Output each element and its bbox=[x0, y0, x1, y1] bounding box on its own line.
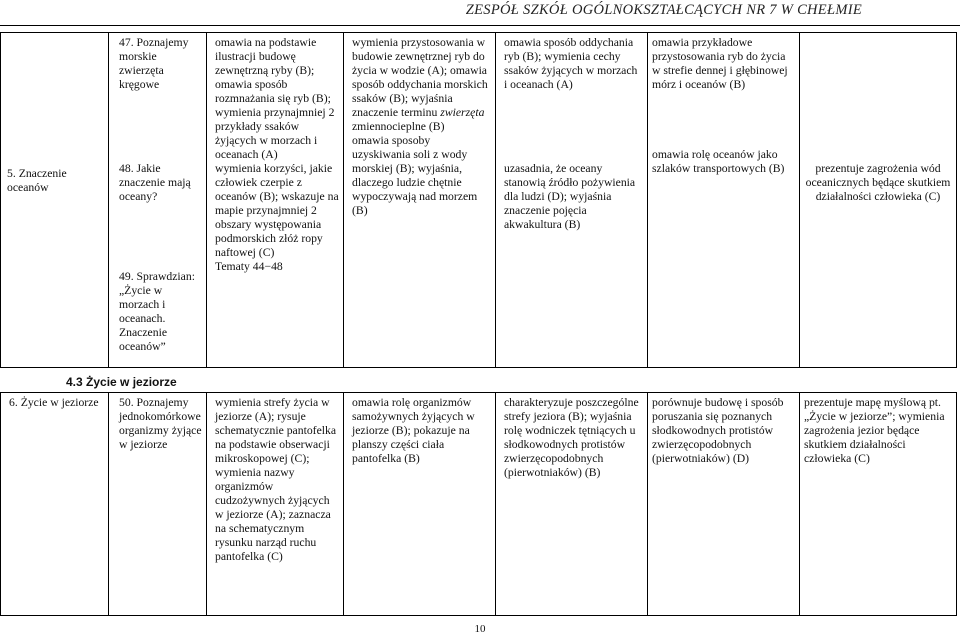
exc-req-1: prezentuje zagrożenia wód oceanicznych będące skutkiem działalności człowieka (C) bbox=[805, 162, 951, 203]
adv-req-1: omawia przykładowe przystosowania ryb do życia w strefie dennej i głębinowej mórz i oceanów (B) bbox=[652, 36, 788, 91]
extended-requirements-cell bbox=[344, 33, 496, 367]
unit-name: 6. Życie w jeziorze bbox=[9, 396, 99, 409]
table-row-section-5 bbox=[0, 32, 957, 368]
basic-requirements-cell bbox=[207, 393, 344, 615]
page-header bbox=[0, 3, 960, 23]
extended-requirements-cell bbox=[344, 393, 496, 615]
header-rule bbox=[0, 25, 960, 26]
adv-req: porównuje budowę i sposób poruszania się poznanych słodkowodnych protistów zwierzęcopodobnych (pierwotniaków) (D) bbox=[652, 396, 784, 465]
basic-req-1: omawia na podstawie ilustracji budowę zewnętrzną ryby (B); omawia sposób rozmnażania się ryb (B); wymienia przynajmniej 2 przykłady ssaków żyjących w morzach i oceanach (A) bbox=[215, 36, 335, 161]
supplementary-requirements-cell bbox=[496, 33, 648, 367]
topic-cell bbox=[109, 33, 207, 367]
excellent-requirements-cell bbox=[800, 33, 956, 367]
chapter-heading: 4.3 Życie w jeziorze bbox=[66, 375, 177, 389]
page-number: 10 bbox=[474, 623, 486, 635]
ext-req-2: omawia sposoby uzyskiwania soli z wody morskiej (B); wyjaśnia, dlaczego ludzie chętnie wypoczywają nad morzem (B) bbox=[352, 134, 478, 217]
ext-req: omawia rolę organizmów samożywnych żyjących w jeziorze (B); pokazuje na planszy części ciała pantofelka (B) bbox=[352, 396, 475, 465]
topic-49: 49. Sprawdzian: „Życie w morzach i oceanach. Znaczenie oceanów” bbox=[119, 270, 195, 353]
table-row-section-6 bbox=[0, 392, 957, 616]
unit-cell bbox=[1, 393, 109, 615]
supp-req-2: uzasadnia, że oceany stanowią źródło pożywienia dla ludzi (D); wyjaśnia znaczenie pojęcia akwakultura (B) bbox=[504, 162, 636, 231]
excellent-requirements-cell bbox=[800, 393, 956, 615]
unit-name: 5. Znaczenie oceanów bbox=[7, 167, 67, 194]
supplementary-requirements-cell bbox=[496, 393, 648, 615]
basic-req: wymienia strefy życia w jeziorze (A); rysuje schematycznie pantofelka na podstawie obserwacji mikroskopowej (C); wymienia nazwy organizmów cudzożywnych żyjących w jeziorze (A); zaznacza na schematycznym rysunku narząd ruchu pantofelka (C) bbox=[215, 396, 337, 563]
adv-req-2: omawia rolę oceanów jako szlaków transportowych (B) bbox=[652, 148, 785, 175]
supp-req: charakteryzuje poszczególne strefy jeziora (B); wyjaśnia rolę wodniczek tętniących u słodkowodnych protistów zwierzęcopodobnych (pierwotniaków) (B) bbox=[504, 396, 639, 479]
ext-req-1b: zmiennocieplne (B) bbox=[352, 120, 445, 133]
basic-requirements-cell bbox=[207, 33, 344, 367]
topic-50: 50. Poznajemy jednokomórkowe organizmy żyjące w jeziorze bbox=[119, 396, 202, 451]
advanced-requirements-cell bbox=[648, 33, 800, 367]
ext-term: zwierzęta bbox=[440, 106, 485, 119]
basic-topics-ref: Tematy 44−48 bbox=[215, 260, 283, 273]
supp-req-1: omawia sposób oddychania ryb (B); wymienia cechy ssaków żyjących w morzach i oceanach (A) bbox=[504, 36, 638, 91]
topic-48: 48. Jakie znaczenie mają oceany? bbox=[119, 162, 191, 203]
basic-req-2: wymienia korzyści, jakie człowiek czerpie z oceanów (B); wskazuje na mapie przynajmniej 2 obszary występowania podmorskich złóż ropy naftowej (C) bbox=[215, 162, 339, 259]
ext-req-1: wymienia przystosowania w budowie zewnętrznej ryb do życia w wodzie (A); omawia sposób oddychania morskich ssaków (B); wyjaśnia znaczenie terminu bbox=[352, 36, 488, 119]
unit-cell bbox=[1, 33, 109, 367]
school-name: ZESPÓŁ SZKÓŁ OGÓLNOKSZTAŁCĄCYCH NR 7 W CHEŁMIE bbox=[465, 2, 862, 18]
topic-47: 47. Poznajemy morskie zwierzęta kręgowe bbox=[119, 36, 189, 91]
advanced-requirements-cell bbox=[648, 393, 800, 615]
topic-cell bbox=[109, 393, 207, 615]
exc-req: prezentuje mapę myślową pt. „Życie w jeziorze”; wymienia zagrożenia jezior będące skutkiem działalności człowieka (C) bbox=[804, 396, 945, 465]
